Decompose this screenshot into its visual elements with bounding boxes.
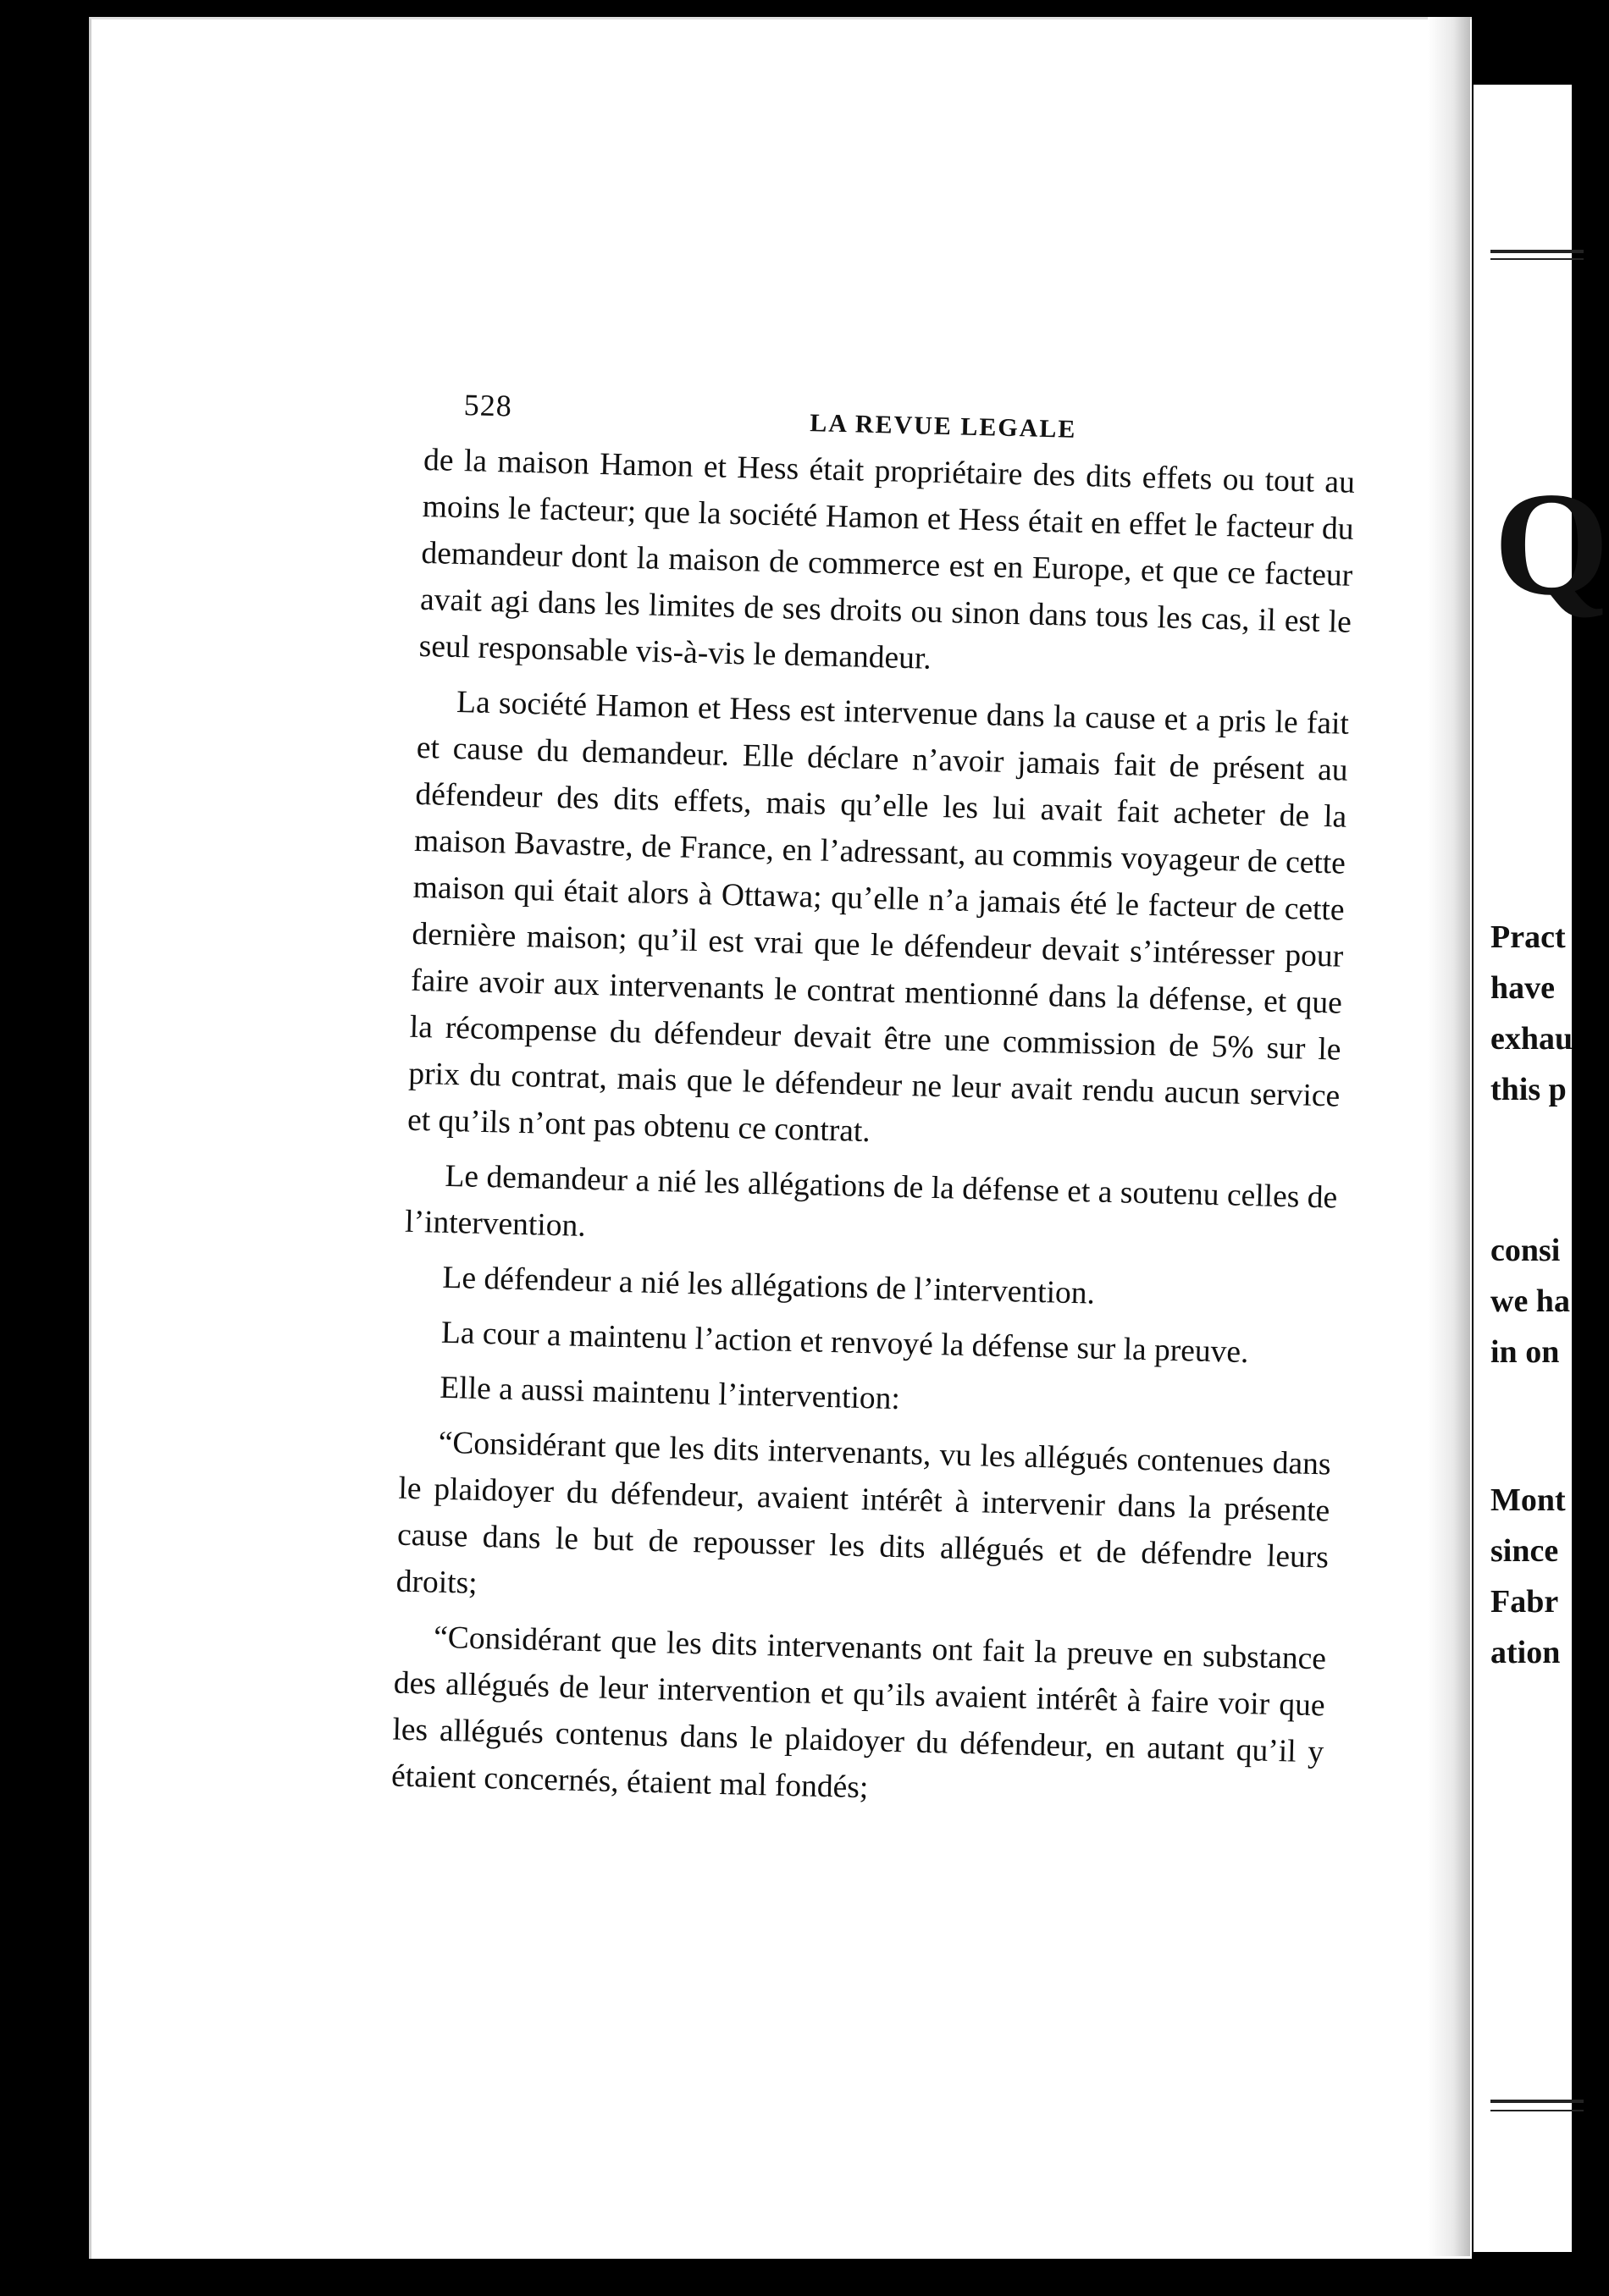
top-rule: [1490, 250, 1584, 253]
adjacent-text-fragment: have: [1490, 970, 1555, 1006]
page-number: 528: [463, 388, 513, 423]
paragraph: La société Hamon et Hess est intervenue dans la cause et a pris le fait et cause du demandeur. Elle déclare n’avoir jamais fait de présent au défendeur des dits effets, mais qu’elle les lui avait fait acheter de la maison Bavastre, de France, en l’adressant, au commis voyageur de cette maison qui était alors à Ottawa; qu’elle n’a jamais été le facteur de cette dernière maison; qu’il est vrai que le défendeur devait s’intéresser pour faire avoir aux intervenants le contrat mentionné dans la défense, et que la récompense du défendeur devait être une commission de 5% sur le prix du contrat, mais que le défendeur ne leur avait rendu aucun service et qu’ils n’ont pas obtenu ce contrat.: [406, 685, 1350, 1150]
adjacent-text-fragment: Mont: [1490, 1482, 1566, 1518]
adjacent-page-initial: Q: [1494, 461, 1609, 626]
bottom-rule: [1490, 2100, 1584, 2103]
adjacent-text-fragment: Pract: [1490, 919, 1566, 955]
paragraph: Le demandeur a nié les allégations de la défense et a soutenu celles de l’intervention.: [404, 1158, 1338, 1244]
page-content: [390, 362, 1357, 1830]
book-page: [89, 17, 1472, 2259]
adjacent-page: [1474, 85, 1609, 2252]
paragraph: “Considérant que les dits intervenants ont fait la preuve en substance des allégués de leur intervention et qu’ils avaient intérêt à faire voir que les allégués contenus dans le plaidoyer du défendeur, en autant qu’il y étaient concernés, étaient mal fondés;: [390, 1620, 1327, 1806]
adjacent-text-fragment: consi: [1490, 1233, 1561, 1268]
top-rule-thin: [1490, 258, 1584, 260]
adjacent-text-fragment: Fabr: [1490, 1584, 1559, 1620]
body-text: [391, 437, 1356, 1822]
paragraph: de la maison Hamon et Hess était propriétaire des dits effets ou tout au moins le facteur; que la société Hamon et Hess était en effet le facteur du demandeur dont la maison de commerce est en Europe, et que ce facteur avait agi dans les limites de ses droits ou sinon dans tous les cas, il est le seul responsable vis-à-vis le demandeur.: [418, 442, 1356, 676]
adjacent-text-fragment: in on: [1490, 1334, 1560, 1370]
running-title: LA REVUE LEGALE: [809, 409, 1077, 444]
adjacent-text-fragment: since: [1490, 1533, 1559, 1569]
bottom-rule-thin: [1490, 2110, 1584, 2111]
page-edge-shadow: [1428, 17, 1470, 2256]
paragraph: La cour a maintenu l’action et renvoyé la défense sur la preuve.: [440, 1315, 1249, 1371]
adjacent-text-fragment: we ha: [1490, 1283, 1570, 1319]
paragraph: “Considérant que les dits intervenants, vu les allégués contenues dans le plaidoyer du défendeur, avaient intérêt à intervenir dans la présente cause dans le but de repousser les dits allégués et de défendre leurs droits;: [395, 1425, 1332, 1601]
paragraph: Le défendeur a nié les allégations de l’intervention.: [442, 1260, 1096, 1311]
adjacent-text-fragment: ation: [1490, 1635, 1561, 1670]
running-head: [425, 362, 1357, 444]
paragraph: Elle a aussi maintenu l’intervention:: [439, 1370, 901, 1417]
adjacent-text-fragment: this p: [1490, 1072, 1567, 1107]
adjacent-text-fragment: exhau: [1490, 1021, 1573, 1057]
